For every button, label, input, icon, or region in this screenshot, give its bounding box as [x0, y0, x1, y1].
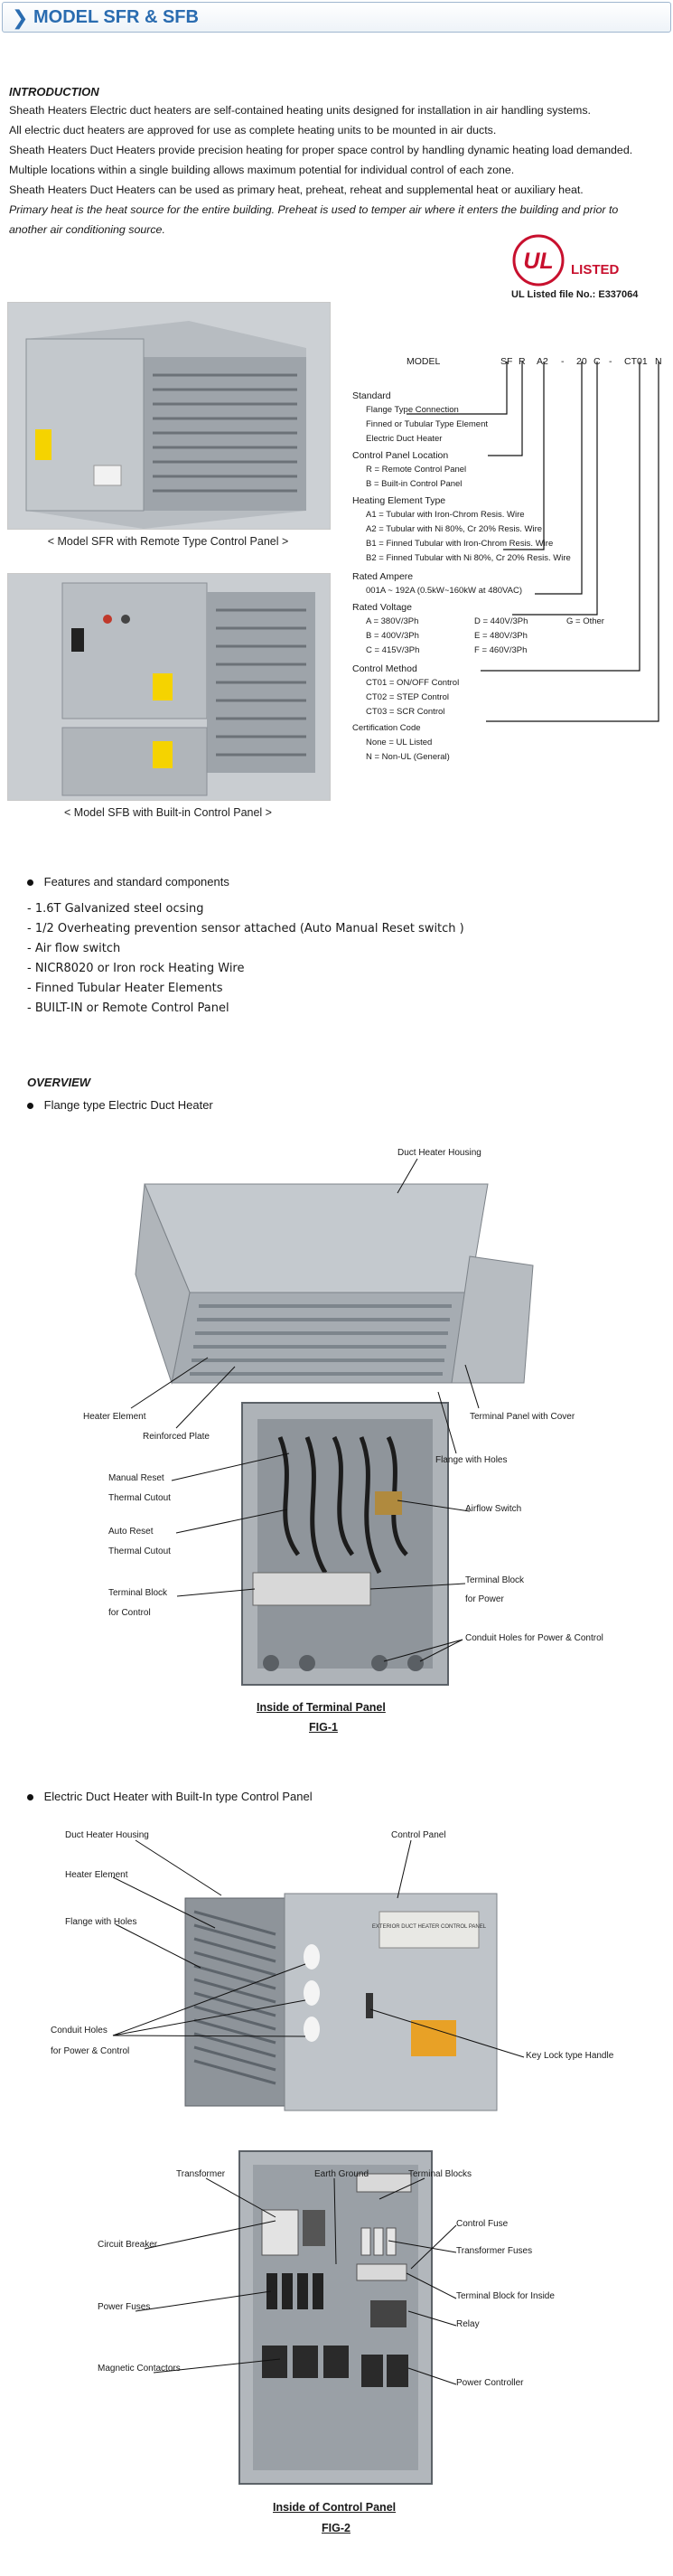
ul-file-number: UL Listed file No.: E337064	[511, 289, 639, 300]
label-terminal-block-power-2: for Power	[465, 1594, 504, 1604]
intro-paragraph: Sheath Heaters Duct Heaters provide precision heating for proper space control by handling dynamic heating load demanded.	[9, 144, 633, 156]
control-method-line: CT01 = ON/OFF Control	[366, 678, 460, 688]
overview-heading: OVERVIEW	[27, 1076, 91, 1089]
fig1-figure	[0, 1121, 673, 1744]
ul-logo-text: UL	[523, 249, 554, 274]
heating-element-type-line: B1 = Finned Tubular with Iron-Chrom Resis. Wire	[366, 539, 554, 549]
feature-item: - Air flow switch	[27, 942, 121, 955]
fig2-figure	[0, 1812, 673, 2571]
intro-heading: INTRODUCTION	[9, 85, 99, 99]
control-method-line: CT02 = STEP Control	[366, 692, 449, 702]
control-panel-location-line: B = Built-in Control Panel	[366, 479, 463, 489]
heating-element-type-line: A2 = Tubular with Ni 80%, Cr 20% Resis. Wire	[366, 524, 543, 534]
label-manual-reset-cutout: Thermal Cutout	[108, 1493, 171, 1503]
label-earth-ground: Earth Ground	[314, 2169, 369, 2179]
model-code-segment: CT01	[624, 356, 648, 367]
label-flange-holes: Flange with Holes	[435, 1455, 508, 1465]
label-conduit-holes-2: Conduit Holes	[51, 2026, 107, 2035]
intro-paragraph: All electric duct heaters are approved for use as complete heating units to be mounted in air ducts.	[9, 124, 497, 136]
bullet-icon	[27, 1794, 33, 1800]
label-transformer-fuses: Transformer Fuses	[456, 2246, 533, 2256]
label-auto-reset: Auto Reset	[108, 1527, 154, 1537]
intro-paragraph: Multiple locations within a single building allows maximum potential for individual control of each zone.	[9, 164, 515, 176]
label-reinforced-plate: Reinforced Plate	[143, 1432, 210, 1442]
label-terminal-block-control: Terminal Block	[108, 1588, 168, 1598]
feature-item: - Finned Tubular Heater Elements	[27, 982, 223, 995]
control-method-line: CT03 = SCR Control	[366, 707, 445, 717]
chevron-right-icon: ❯	[12, 6, 29, 29]
heating-element-type-title: Heating Element Type	[352, 495, 446, 506]
features-list	[27, 899, 464, 1019]
label-circuit-breaker: Circuit Breaker	[98, 2240, 158, 2250]
label-power-controller: Power Controller	[456, 2378, 524, 2388]
fig1-caption: Inside of Terminal Panel	[257, 1701, 386, 1714]
fig1-illustration	[0, 1121, 673, 1744]
label-power-fuses: Power Fuses	[98, 2302, 151, 2312]
label-airflow-switch: Airflow Switch	[465, 1504, 522, 1514]
feature-item: - NICR8020 or Iron rock Heating Wire	[27, 962, 245, 975]
label-duct-heater-housing: Duct Heater Housing	[397, 1148, 481, 1158]
fig2-caption: Inside of Control Panel	[273, 2501, 397, 2514]
intro-paragraph: Sheath Heaters Duct Heaters can be used as primary heat, preheat, reheat and supplemental heat or auxiliary heat.	[9, 183, 584, 196]
rated-ampere-line: 001A ~ 192A (0.5kW~160kW at 480VAC)	[366, 586, 523, 596]
label-heater-element-2: Heater Element	[65, 1870, 128, 1880]
label-conduit-holes-2b: for Power & Control	[51, 2046, 130, 2056]
model-code-diagram	[343, 343, 668, 777]
label-control-fuse: Control Fuse	[456, 2219, 509, 2229]
feature-item: - 1.6T Galvanized steel ocsing	[27, 902, 204, 916]
rated-voltage-title: Rated Voltage	[352, 602, 412, 613]
label-conduit-holes: Conduit Holes for Power & Control	[465, 1633, 603, 1643]
label-auto-reset-cutout: Thermal Cutout	[108, 1547, 171, 1556]
model-code-segment: SF	[500, 356, 513, 367]
label-terminal-block-power: Terminal Block	[465, 1575, 525, 1585]
rated-ampere-title: Rated Ampere	[352, 571, 414, 582]
rated-voltage-line: A = 380V/3Ph	[366, 616, 419, 626]
photo-model-sfb	[7, 573, 331, 801]
page-title: MODEL SFR & SFB	[33, 7, 199, 27]
duct-heater-sfr-illustration	[8, 303, 330, 529]
heating-element-type-line: A1 = Tubular with Iron-Chrom Resis. Wire	[366, 510, 525, 520]
features-heading	[27, 875, 229, 888]
fig2-heading	[27, 1790, 313, 1803]
control-method-title: Control Method	[352, 663, 417, 674]
intro-text	[9, 100, 668, 240]
ul-listed-logo	[511, 233, 629, 287]
model-code-segment: 20	[576, 356, 587, 367]
label-terminal-block-inside: Terminal Block for Inside	[456, 2291, 555, 2301]
intro-paragraph: Sheath Heaters Electric duct heaters are self-contained heating units designed for installation in air handling systems.	[9, 104, 591, 117]
fig1-label: FIG-1	[309, 1721, 338, 1734]
photo-model-sfr	[7, 302, 331, 530]
model-code-segment: R	[519, 356, 526, 367]
duct-heater-sfb-illustration	[8, 574, 330, 800]
intro-italic-line: Primary heat is the heat source for the entire building. Preheat is used to temper air where it enters the building and prior to	[9, 203, 619, 216]
heating-element-type-line: B2 = Finned Tubular with Ni 80%, Cr 20% Resis. Wire	[366, 553, 571, 563]
rated-voltage-line: D = 440V/3Ph	[474, 616, 528, 626]
photo-sfr-caption: < Model SFR with Remote Type Control Panel >	[47, 535, 289, 548]
label-key-lock-handle: Key Lock type Handle	[526, 2051, 614, 2061]
photo-sfb-caption: < Model SFB with Built-in Control Panel >	[64, 806, 272, 819]
feature-item: - BUILT-IN or Remote Control Panel	[27, 1001, 229, 1015]
label-heater-element: Heater Element	[83, 1412, 146, 1422]
rated-voltage-line: G = Other	[566, 616, 604, 626]
certification-code-line: None = UL Listed	[366, 738, 433, 747]
bullet-icon	[27, 879, 33, 886]
model-code-segment: N	[655, 356, 662, 367]
standard-title: Standard	[352, 390, 391, 401]
standard-line: Flange Type Connection	[366, 405, 459, 415]
feature-item: - 1/2 Overheating prevention sensor attached (Auto Manual Reset switch )	[27, 922, 464, 935]
bullet-icon	[27, 1103, 33, 1109]
label-magnetic-contactors: Magnetic Contactors	[98, 2364, 181, 2374]
model-code-segment: -	[609, 356, 612, 367]
label-transformer: Transformer	[176, 2169, 226, 2179]
standard-line: Finned or Tubular Type Element	[366, 419, 489, 429]
model-code-segment: A2	[537, 356, 548, 367]
rated-voltage-line: C = 415V/3Ph	[366, 645, 420, 655]
fig2-label: FIG-2	[322, 2522, 351, 2534]
control-panel-location-line: R = Remote Control Panel	[366, 465, 467, 475]
label-terminal-panel-cover: Terminal Panel with Cover	[470, 1412, 575, 1422]
label-duct-heater-housing-2: Duct Heater Housing	[65, 1830, 149, 1840]
rated-voltage-line: F = 460V/3Ph	[474, 645, 528, 655]
intro-italic-line: another air conditioning source.	[9, 223, 165, 236]
label-terminal-blocks: Terminal Blocks	[408, 2169, 472, 2179]
label-manual-reset: Manual Reset	[108, 1473, 164, 1483]
fig1-heading	[27, 1098, 213, 1112]
rated-voltage-line: E = 480V/3Ph	[474, 631, 528, 641]
label-flange-holes-2: Flange with Holes	[65, 1917, 137, 1927]
standard-line: Electric Duct Heater	[366, 434, 443, 444]
control-panel-location-title: Control Panel Location	[352, 450, 449, 461]
model-code-segment: -	[561, 356, 565, 367]
panel-plate-text: EXTERIOR DUCT HEATER CONTROL PANEL	[371, 1924, 487, 1930]
features-heading-text: Features and standard components	[43, 875, 229, 888]
label-control-panel: Control Panel	[391, 1830, 446, 1840]
label-relay: Relay	[456, 2319, 480, 2329]
rated-voltage-line: B = 400V/3Ph	[366, 631, 419, 641]
ul-listed-text: LISTED	[571, 262, 620, 277]
label-terminal-block-control-2: for Control	[108, 1608, 151, 1618]
certification-code-line: N = Non-UL (General)	[366, 752, 450, 762]
fig1-title: Flange type Electric Duct Heater	[43, 1098, 213, 1112]
page-header	[2, 2, 671, 33]
model-code-segment: C	[594, 356, 601, 367]
model-label: MODEL	[407, 356, 441, 367]
fig2-title: Electric Duct Heater with Built-In type Control Panel	[43, 1790, 313, 1803]
certification-code-title: Certification Code	[352, 723, 421, 733]
